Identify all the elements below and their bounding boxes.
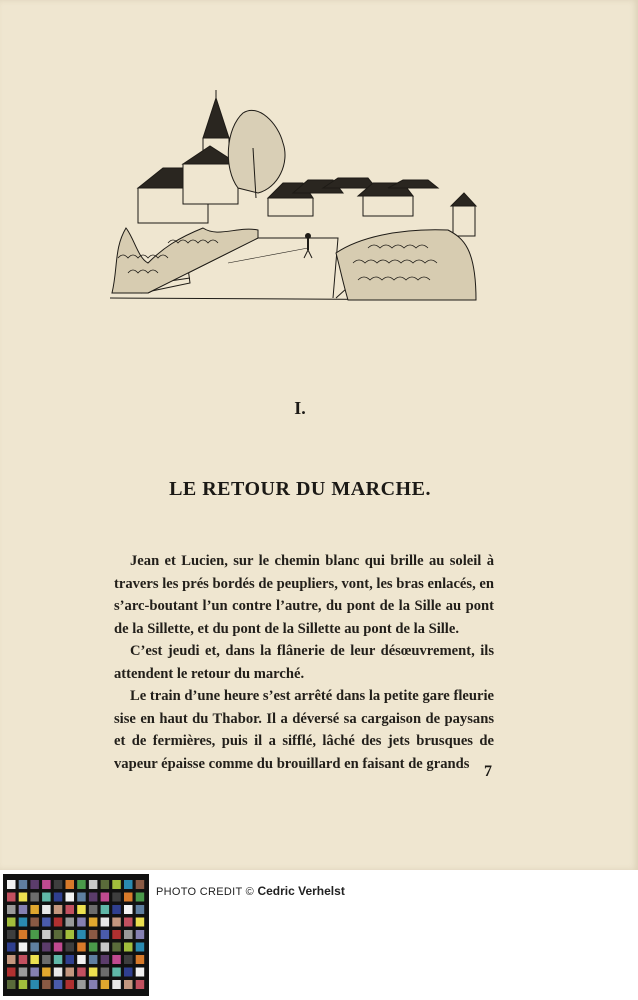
paragraph: Jean et Lucien, sur le chemin blanc qui brille au soleil à travers les prés bordés de peupliers, vont, les bras enlacés, en s’arc-boutant l’un contre l’autre, du pont de la Sille au pont de la Sillette, et du pont de la Sillette au pont de la Sille. xyxy=(114,553,494,637)
color-swatch xyxy=(136,905,145,914)
color-swatch xyxy=(54,893,63,902)
paragraph: C’est jeudi et, dans la flânerie de leur désœuvrement, ils attendent le retour du marché. xyxy=(114,643,494,682)
color-swatch xyxy=(66,968,75,977)
color-swatch xyxy=(89,893,98,902)
color-swatch xyxy=(30,930,39,939)
color-swatch xyxy=(66,918,75,927)
color-swatch xyxy=(19,893,28,902)
color-swatch xyxy=(112,968,121,977)
village-church-illustration xyxy=(108,88,480,303)
color-swatch xyxy=(124,893,133,902)
color-swatch xyxy=(54,918,63,927)
color-swatch xyxy=(112,955,121,964)
color-swatch xyxy=(89,918,98,927)
color-swatch xyxy=(42,893,51,902)
color-swatch xyxy=(112,880,121,889)
color-calibration-chart xyxy=(3,874,149,996)
color-swatch xyxy=(136,918,145,927)
color-swatch xyxy=(30,918,39,927)
color-swatch xyxy=(7,918,16,927)
color-swatch xyxy=(136,955,145,964)
color-swatch xyxy=(124,880,133,889)
color-swatch xyxy=(30,943,39,952)
color-swatch xyxy=(30,968,39,977)
color-swatch xyxy=(7,905,16,914)
photo-credit xyxy=(156,884,345,898)
color-swatch xyxy=(77,893,86,902)
color-swatch xyxy=(101,880,110,889)
color-swatch xyxy=(19,880,28,889)
color-swatch xyxy=(19,918,28,927)
color-swatch xyxy=(89,880,98,889)
color-swatch xyxy=(54,980,63,989)
color-swatch xyxy=(89,968,98,977)
color-swatch xyxy=(7,980,16,989)
color-swatch xyxy=(19,943,28,952)
color-swatch xyxy=(89,980,98,989)
paragraph: Le train d’une heure s’est arrêté dans la petite gare fleurie sise en haut du Thabor. Il a déversé sa cargaison de paysans et de fermières, puis il a sifflé, lâché des jets brusques de vapeur épaisse comme du brouillard en faisant de grands xyxy=(114,688,494,772)
color-swatch xyxy=(7,880,16,889)
color-swatch xyxy=(124,955,133,964)
color-swatch xyxy=(19,980,28,989)
color-swatch xyxy=(101,918,110,927)
color-swatch xyxy=(7,955,16,964)
color-swatch xyxy=(124,918,133,927)
color-swatch xyxy=(7,943,16,952)
color-swatch xyxy=(124,980,133,989)
color-swatch xyxy=(112,893,121,902)
color-swatch xyxy=(66,905,75,914)
color-swatch xyxy=(42,905,51,914)
color-swatch xyxy=(77,968,86,977)
color-swatch xyxy=(101,943,110,952)
color-swatch xyxy=(89,930,98,939)
color-swatch xyxy=(42,980,51,989)
chapter-number: I. xyxy=(294,398,306,418)
color-swatch xyxy=(89,955,98,964)
color-swatch xyxy=(101,905,110,914)
color-swatch xyxy=(54,905,63,914)
color-swatch xyxy=(77,930,86,939)
color-swatch xyxy=(112,943,121,952)
color-swatch xyxy=(124,930,133,939)
color-swatch xyxy=(30,905,39,914)
color-swatch xyxy=(30,893,39,902)
color-swatch xyxy=(101,893,110,902)
color-swatch xyxy=(124,905,133,914)
color-swatch xyxy=(112,930,121,939)
color-swatch xyxy=(112,980,121,989)
color-swatch xyxy=(66,893,75,902)
color-swatch xyxy=(136,893,145,902)
color-swatch xyxy=(66,930,75,939)
color-swatch xyxy=(77,943,86,952)
color-swatch xyxy=(54,943,63,952)
chapter-title: LE RETOUR DU MARCHE. xyxy=(169,478,431,500)
color-swatch xyxy=(77,955,86,964)
color-swatch xyxy=(19,955,28,964)
color-swatch xyxy=(66,943,75,952)
color-swatch xyxy=(136,943,145,952)
color-swatch xyxy=(7,930,16,939)
color-swatch xyxy=(30,980,39,989)
color-swatch xyxy=(42,943,51,952)
color-swatch xyxy=(101,955,110,964)
color-swatch xyxy=(124,968,133,977)
color-swatch xyxy=(101,968,110,977)
color-swatch xyxy=(54,968,63,977)
chapter-body xyxy=(114,550,494,775)
color-swatch xyxy=(89,905,98,914)
color-swatch xyxy=(42,930,51,939)
color-swatch xyxy=(136,880,145,889)
color-swatch xyxy=(136,930,145,939)
photo-credit-name: Cedric Verhelst xyxy=(257,884,345,898)
color-swatch xyxy=(112,905,121,914)
page-number: 7 xyxy=(484,763,492,780)
color-swatch xyxy=(42,955,51,964)
color-swatch xyxy=(42,918,51,927)
color-swatch xyxy=(30,880,39,889)
color-swatch xyxy=(19,968,28,977)
color-swatch xyxy=(30,955,39,964)
color-swatch xyxy=(77,918,86,927)
color-swatch xyxy=(19,905,28,914)
color-swatch xyxy=(101,930,110,939)
color-swatch xyxy=(54,880,63,889)
color-swatch xyxy=(19,930,28,939)
color-swatch xyxy=(54,930,63,939)
color-swatch xyxy=(77,980,86,989)
color-swatch xyxy=(7,968,16,977)
color-swatch xyxy=(77,905,86,914)
color-swatch xyxy=(42,968,51,977)
color-swatch xyxy=(66,880,75,889)
color-swatch xyxy=(101,980,110,989)
color-swatch xyxy=(89,943,98,952)
color-swatch xyxy=(136,980,145,989)
photo-credit-label: PHOTO CREDIT © xyxy=(156,886,255,898)
color-swatch xyxy=(54,955,63,964)
color-swatch xyxy=(136,968,145,977)
color-swatch xyxy=(66,980,75,989)
color-swatch xyxy=(42,880,51,889)
color-swatch xyxy=(112,918,121,927)
color-swatch xyxy=(7,893,16,902)
color-swatch xyxy=(66,955,75,964)
color-swatch xyxy=(124,943,133,952)
color-swatch xyxy=(77,880,86,889)
